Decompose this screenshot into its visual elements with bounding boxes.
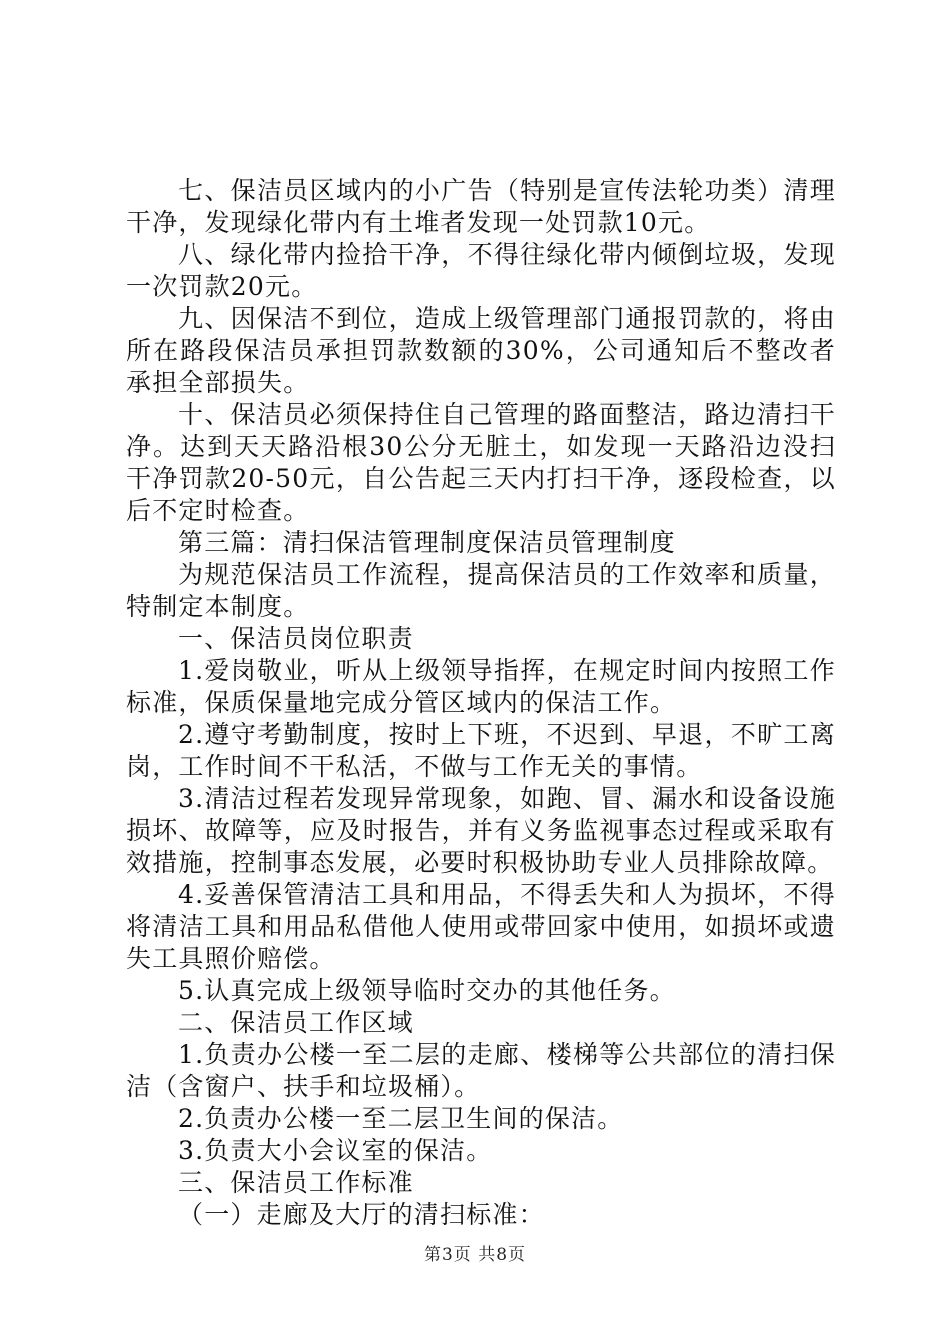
list-item: 4.妥善保管清洁工具和用品，不得丢失和人为损坏，不得将清洁工具和用品私借他人使用或带回家中使用，如损坏或遗失工具照价赔偿。 — [126, 880, 836, 973]
list-item: 3.清洁过程若发现异常现象，如跑、冒、漏水和设备设施损坏、故障等，应及时报告，并有义务监视事态过程或采取有效措施，控制事态发展，必要时积极协助专业人员排除故障。 — [126, 784, 836, 877]
list-item: 1.爱岗敬业，听从上级领导指挥，在规定时间内按照工作标准，保质保量地完成分管区域内的保洁工作。 — [126, 656, 836, 717]
list-item: 2.负责办公楼一至二层卫生间的保洁。 — [178, 1104, 624, 1133]
paragraph: 九、因保洁不到位，造成上级管理部门通报罚款的，将由所在路段保洁员承担罚款数额的30%，公司通知后不整改者承担全部损失。 — [126, 304, 836, 397]
section-heading: 第三篇：清扫保洁管理制度保洁员管理制度 — [178, 528, 676, 557]
subsection-heading: （一）走廊及大厅的清扫标准： — [178, 1200, 545, 1229]
list-item: 2.遵守考勤制度，按时上下班，不迟到、早退，不旷工离岗，工作时间不干私活，不做与工作无关的事情。 — [126, 720, 836, 781]
section-heading: 一、保洁员岗位职责 — [178, 624, 414, 653]
section-heading: 三、保洁员工作标准 — [178, 1168, 414, 1197]
page-number: 第3页 共8页 — [423, 1245, 527, 1265]
list-item: 1.负责办公楼一至二层的走廊、楼梯等公共部位的清扫保洁（含窗户、扶手和垃圾桶）。 — [126, 1040, 836, 1101]
section-heading: 二、保洁员工作区域 — [178, 1008, 414, 1037]
document-body — [126, 175, 836, 1231]
list-item: 5.认真完成上级领导临时交办的其他任务。 — [178, 976, 676, 1005]
paragraph: 八、绿化带内捡拾干净，不得往绿化带内倾倒垃圾，发现一次罚款20元。 — [126, 240, 836, 301]
list-item: 3.负责大小会议室的保洁。 — [178, 1136, 493, 1165]
paragraph: 七、保洁员区域内的小广告（特别是宣传法轮功类）清理干净，发现绿化带内有土堆者发现一处罚款10元。 — [126, 176, 836, 237]
paragraph: 十、保洁员必须保持住自己管理的路面整洁，路边清扫干净。达到天天路沿根30公分无脏土，如发现一天路沿边没扫干净罚款20-50元，自公告起三天内打扫干净，逐段检查，以后不定时检查。 — [126, 400, 836, 525]
paragraph: 为规范保洁员工作流程，提高保洁员的工作效率和质量，特制定本制度。 — [126, 560, 836, 621]
